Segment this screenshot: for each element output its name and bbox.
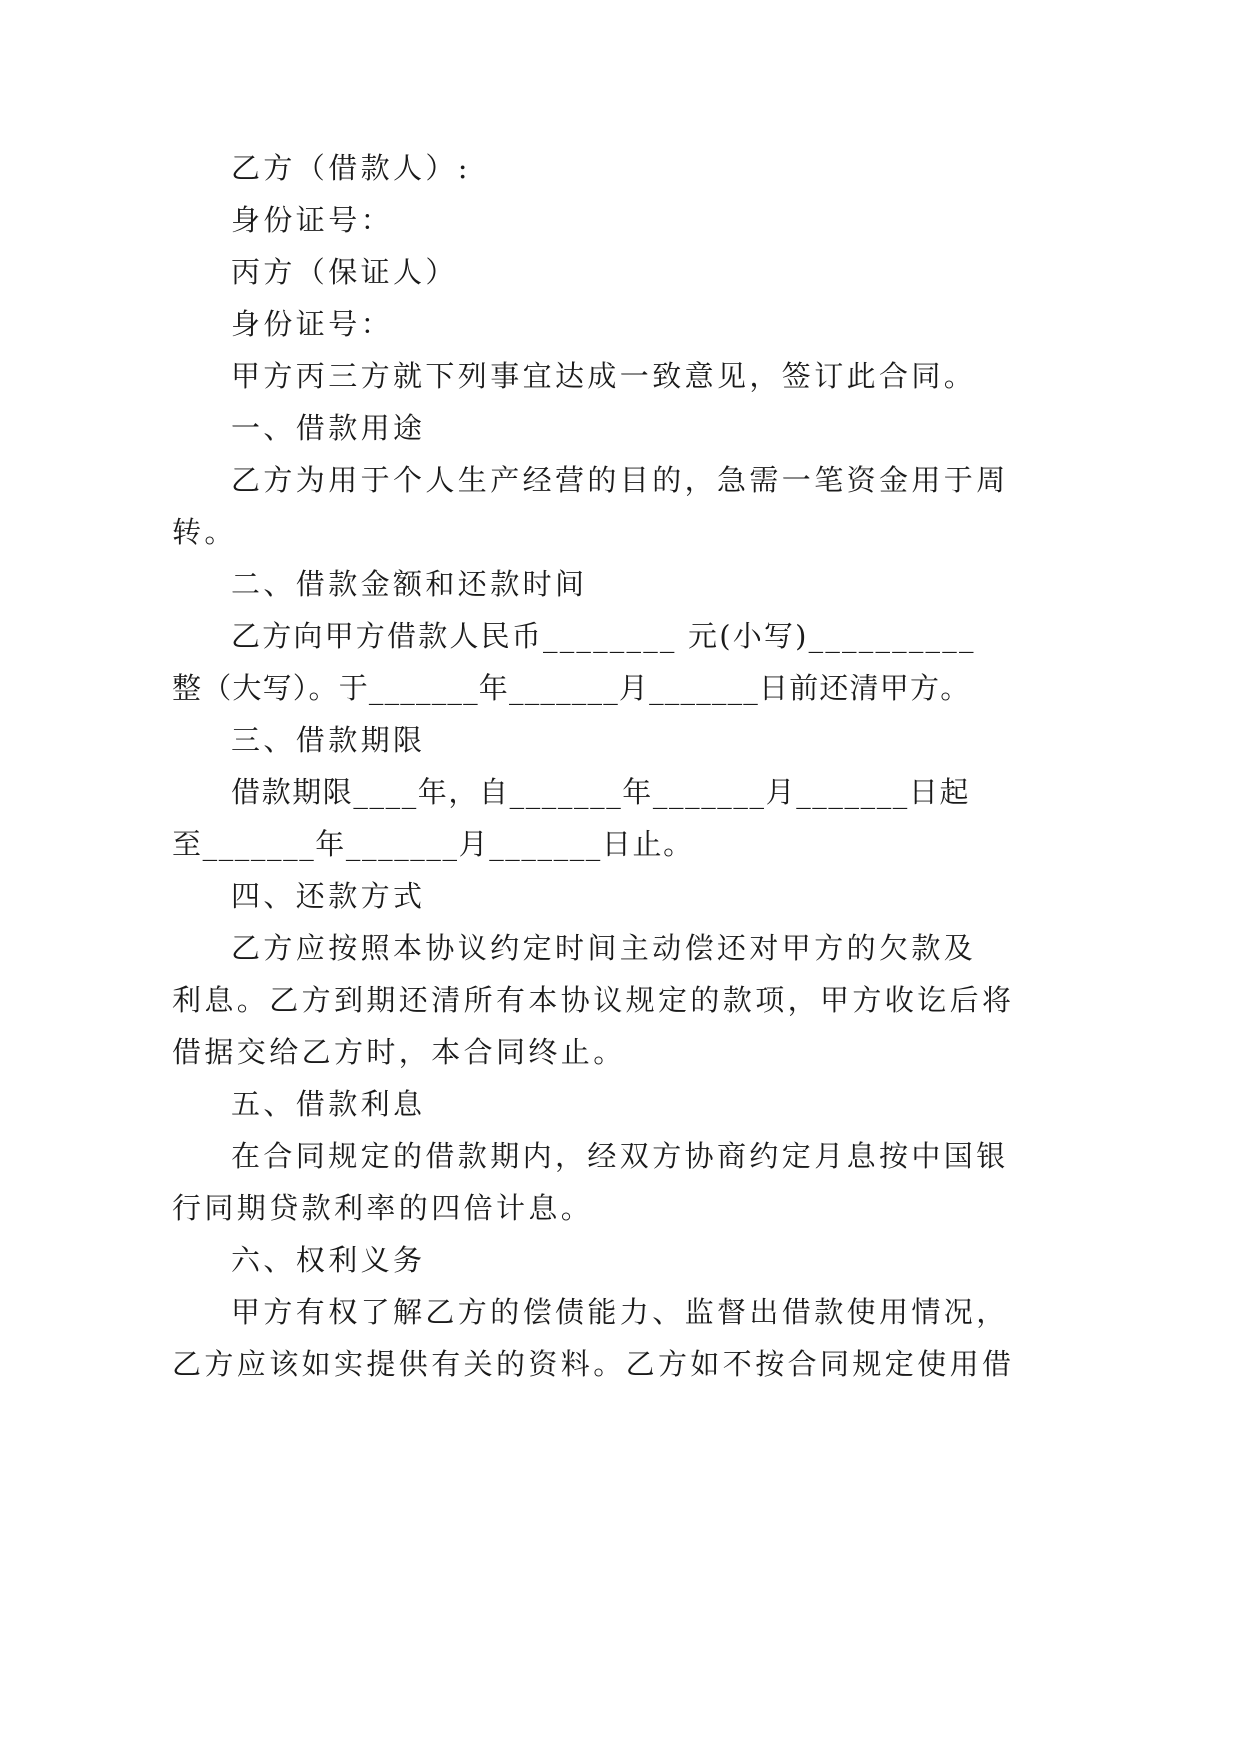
loan-amount-paragraph-continued: 整（大写）。于_______年_______月_______日前还清甲方。 — [172, 671, 971, 705]
party-c-guarantor-label: 丙方（保证人） — [231, 255, 458, 289]
loan-amount-paragraph: 乙方向甲方借款人民币________ 元(小写)__________ — [231, 619, 976, 653]
loan-purpose-paragraph-continued: 转。 — [172, 515, 237, 549]
loan-interest-paragraph: 在合同规定的借款期内，经双方协商约定月息按中国银 — [231, 1139, 1009, 1173]
repayment-method-paragraph-line-3: 借据交给乙方时，本合同终止。 — [172, 1035, 626, 1069]
section-heading-loan-purpose: 一、借款用途 — [231, 411, 426, 445]
repayment-method-paragraph-line-2: 利息。乙方到期还清所有本协议规定的款项，甲方收讫后将 — [172, 983, 1015, 1017]
repayment-method-paragraph: 乙方应按照本协议约定时间主动偿还对甲方的欠款及 — [231, 931, 977, 965]
party-b-borrower-label: 乙方（借款人）: — [231, 151, 471, 185]
party-b-id-number-label: 身份证号： — [231, 203, 394, 237]
rights-obligations-paragraph-continued: 乙方应该如实提供有关的资料。乙方如不按合同规定使用借 — [172, 1347, 1015, 1381]
loan-interest-paragraph-continued: 行同期贷款利率的四倍计息。 — [172, 1191, 594, 1225]
loan-term-paragraph: 借款期限____年，自_______年_______月_______日起 — [231, 775, 971, 809]
rights-obligations-paragraph: 甲方有权了解乙方的偿债能力、监督出借款使用情况， — [231, 1295, 1009, 1329]
section-heading-rights-and-obligations: 六、权利义务 — [231, 1243, 426, 1277]
section-heading-amount-and-repayment: 二、借款金额和还款时间 — [231, 567, 588, 601]
agreement-intro-text: 甲方丙三方就下列事宜达成一致意见，签订此合同。 — [231, 359, 977, 393]
section-heading-loan-interest: 五、借款利息 — [231, 1087, 426, 1121]
loan-term-paragraph-continued: 至_______年_______月_______日止。 — [172, 827, 694, 861]
section-heading-repayment-method: 四、还款方式 — [231, 879, 426, 913]
loan-purpose-paragraph: 乙方为用于个人生产经营的目的，急需一笔资金用于周 — [231, 463, 1009, 497]
section-heading-loan-term: 三、借款期限 — [231, 723, 426, 757]
party-c-id-number-label: 身份证号： — [231, 307, 394, 341]
